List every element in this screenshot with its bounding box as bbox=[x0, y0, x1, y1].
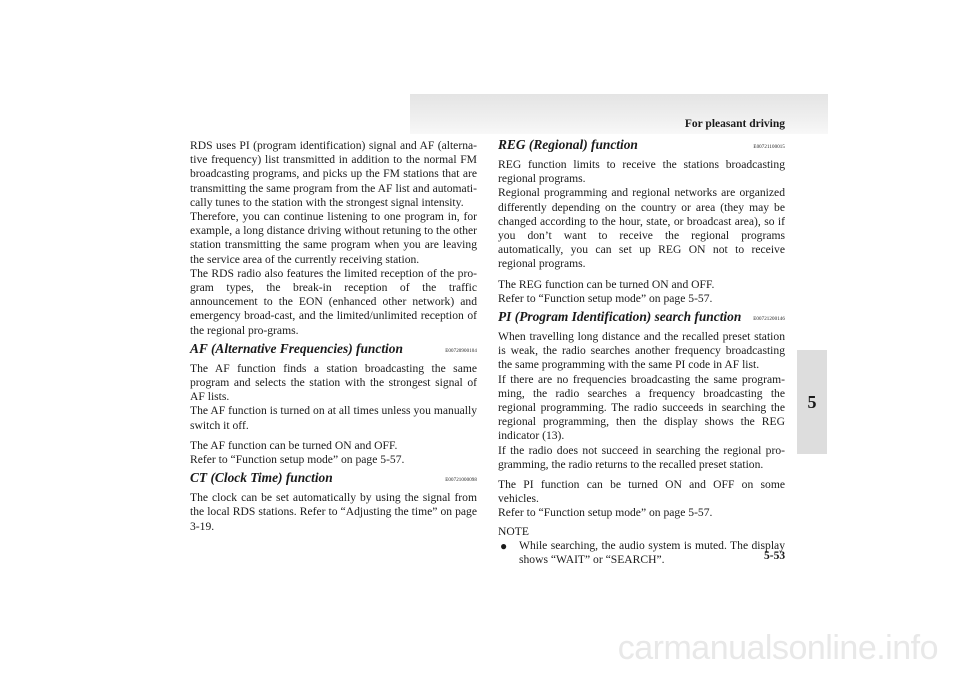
note-item bbox=[498, 539, 785, 567]
af-section-header bbox=[190, 340, 477, 362]
chapter-tab bbox=[797, 350, 827, 454]
pi-setup-line: The PI function can be turned ON and OFF on some vehicles. bbox=[498, 478, 785, 506]
bullet-icon: ● bbox=[500, 538, 508, 553]
reg-section-header bbox=[498, 136, 785, 158]
af-heading: AF (Alternative Frequencies) function bbox=[190, 340, 403, 356]
left-column bbox=[190, 139, 477, 534]
chapter-tab-number: 5 bbox=[807, 392, 817, 412]
reg-setup-line: The REG function can be turned ON and OFF. bbox=[498, 277, 715, 291]
af-setup-reference: Refer to “Function setup mode” on page 5-57. bbox=[190, 453, 405, 467]
intro-paragraph: RDS uses PI (program identification) signal and AF (alterna-tive frequency) list transmitted in addition to the normal FM broadcasting programs, and picks up the FM stations that are transmitting the same program from the AF list and automati-cally tunes to the station with the strongest signal intensity. bbox=[190, 139, 477, 209]
pi-setup-reference: Refer to “Function setup mode” on page 5-57. bbox=[498, 506, 713, 520]
note-label: NOTE bbox=[498, 524, 529, 538]
reg-setup-reference: Refer to “Function setup mode” on page 5-57. bbox=[498, 291, 713, 305]
ct-heading: CT (Clock Time) function bbox=[190, 470, 333, 486]
af-paragraph: The AF function finds a station broadcasting the same program and selects the station with the strongest signal of AF lists. bbox=[190, 361, 477, 404]
pi-paragraph: When travelling long distance and the recalled preset station is weak, the radio searches another frequency broadcasting the same programming with the same PI code in AF list. bbox=[498, 330, 785, 372]
reg-heading: REG (Regional) function bbox=[498, 137, 638, 152]
intro-paragraph: The RDS radio also features the limited reception of the pro-gram types, the break-in reception of the traffic announcement to the EON (enhanced other network) and emergency broad-cast, and the limited/unlimited reception of the regional pro-grams. bbox=[190, 266, 477, 337]
intro-paragraph: Therefore, you can continue listening to one program in, for example, a long distance driving without retuning to the other station transmitting the same program when you are leaving the service area of the currently receiving station. bbox=[190, 210, 477, 266]
running-header: For pleasant driving bbox=[684, 118, 785, 130]
note-text: While searching, the audio system is muted. The display shows “WAIT” or “SEARCH”. bbox=[519, 538, 785, 567]
pi-paragraph: If there are no frequencies broadcasting the same program-ming, the radio searches a frequency broadcasting the regional programming. The radio succeeds in searching the regional programming, then the display shows the REG indicator (13). bbox=[498, 372, 785, 443]
reg-paragraph: Regional programming and regional networks are organized differently depending on the country or area (they may be changed according to the hour, state, or broadcast area), so if you don’t want to receive the regional programs automatically, you can set up REG ON not to receive regional programs. bbox=[498, 186, 785, 271]
page-number: 5-53 bbox=[764, 550, 786, 562]
af-setup-line: The AF function can be turned ON and OFF. bbox=[190, 438, 398, 452]
right-column bbox=[498, 136, 785, 567]
pi-paragraph: If the radio does not succeed in searching the regional pro-gramming, the radio returns to the recalled preset station. bbox=[498, 443, 785, 471]
ct-section-header bbox=[190, 469, 477, 491]
reg-paragraph: REG function limits to receive the stations broadcasting regional programs. bbox=[498, 158, 785, 186]
ct-section-code: E00721000098 bbox=[445, 478, 477, 484]
af-paragraph: The AF function is turned on at all times unless you manually switch it off. bbox=[190, 404, 477, 432]
reg-section-code: E00721100015 bbox=[753, 144, 785, 150]
ct-paragraph: The clock can be set automatically by using the signal from the local RDS stations. Refer to “Adjusting the time” on page 3-19. bbox=[190, 491, 477, 533]
watermark: carmanualsonline.info bbox=[617, 629, 938, 667]
af-section-code: E00720900104 bbox=[445, 348, 477, 354]
pi-section-code: E00721200146 bbox=[753, 316, 785, 322]
pi-section-header bbox=[498, 308, 785, 330]
pi-heading: PI (Program Identification) search function bbox=[498, 309, 742, 325]
